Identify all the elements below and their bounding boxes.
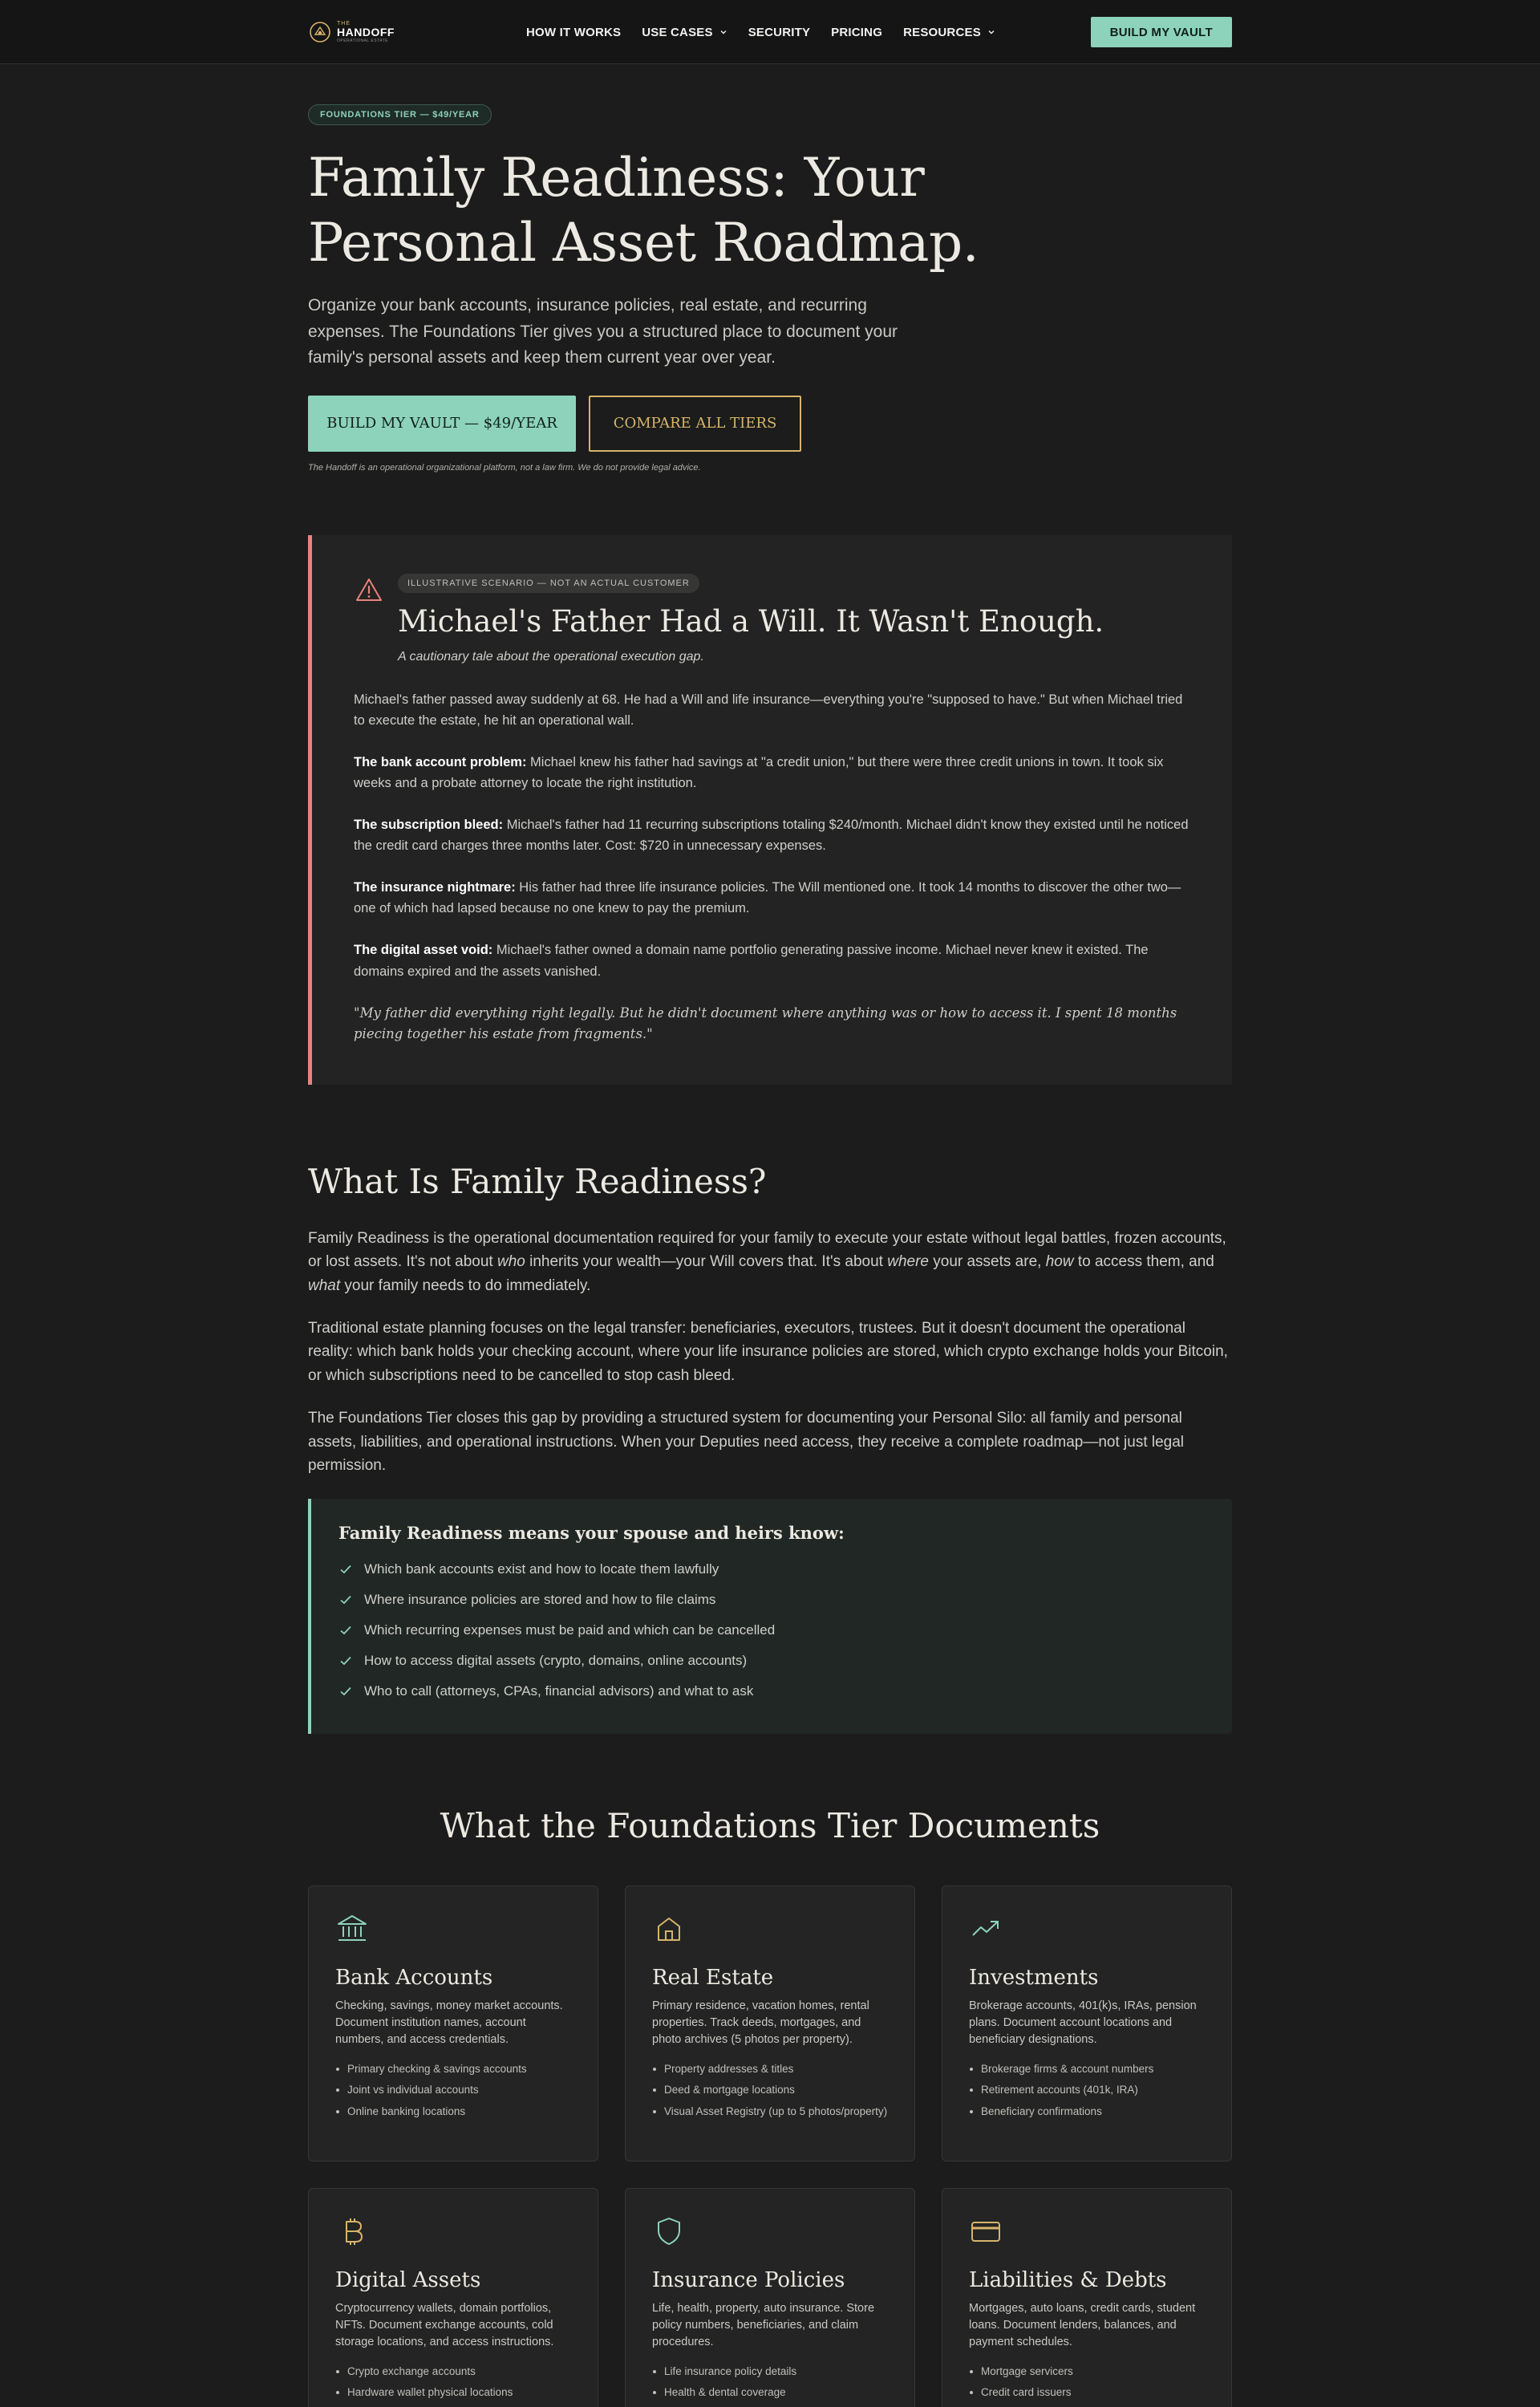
list-item: Credit card issuers — [969, 2385, 1206, 2401]
card-list — [652, 2364, 889, 2401]
nav-link-use-cases[interactable] — [642, 26, 727, 39]
list-item: Online banking locations — [335, 2104, 572, 2120]
trending-up-icon — [969, 1912, 1003, 1946]
list-item: Primary checking & savings accounts — [335, 2061, 572, 2077]
list-item: Mortgage servicers — [969, 2364, 1206, 2380]
problem-text: Michael's father had 11 recurring subscriptions totaling $240/month. Michael didn't know they existed until he noticed the credit card charges three months later. Cost: $720 in unnecessary expenses. — [354, 818, 1189, 854]
problem-label: The digital asset void: — [354, 943, 493, 958]
bank-icon — [335, 1912, 369, 1946]
story-title: Michael's Father Had a Will. It Wasn't Enough. — [398, 603, 1104, 639]
build-vault-button[interactable]: BUILD MY VAULT — $49/YEAR — [308, 396, 576, 452]
section-title: What the Foundations Tier Documents — [440, 1805, 1100, 1845]
card-title: Insurance Policies — [652, 2267, 845, 2292]
card-list — [969, 2061, 1206, 2120]
list-item: Health & dental coverage — [652, 2385, 889, 2401]
card-investments — [942, 1885, 1232, 2161]
card-title: Bank Accounts — [335, 1965, 493, 1990]
hero-buttons — [308, 396, 1232, 452]
story-tagline: A cautionary tale about the operational execution gap. — [398, 649, 704, 664]
nav-link-how-it-works[interactable] — [526, 26, 621, 39]
card-description: Cryptocurrency wallets, domain portfolios, NFTs. Document exchange accounts, cold storage locations, and access instructions. — [335, 2301, 554, 2348]
tier-badge: FOUNDATIONS TIER — $49/YEAR — [308, 104, 492, 125]
shield-icon — [652, 2214, 686, 2248]
story-problem — [354, 877, 1190, 919]
what-paragraph-2: Traditional estate planning focuses on the legal transfer: beneficiaries, executors, trustees. But it doesn't document the operational reality: which bank holds your checking account, where your life insurance policies are stored, which crypto exchange holds your Bitcoin, or which subscriptions need to be cancelled to stop cash bleed. — [308, 1320, 1228, 1384]
list-item: Crypto exchange accounts — [335, 2364, 572, 2380]
cautionary-story-card — [308, 535, 1232, 1085]
checklist-title: Family Readiness means your spouse and heirs know: — [338, 1522, 845, 1543]
section-title: What Is Family Readiness? — [308, 1161, 767, 1201]
logo-the: THE — [337, 21, 351, 26]
card-list — [969, 2364, 1206, 2401]
card-description: Mortgages, auto loans, credit cards, student loans. Document lenders, balances, and payment schedules. — [969, 2301, 1196, 2348]
logo-sub: OPERATIONAL ESTATE — [337, 39, 389, 43]
compare-tiers-button[interactable]: COMPARE ALL TIERS — [589, 396, 801, 452]
what-is-section — [308, 1162, 1232, 1734]
card-description: Brokerage accounts, 401(k)s, IRAs, pension plans. Document account locations and beneficiary designations. — [969, 1999, 1197, 2046]
story-problem — [354, 814, 1190, 856]
nav-link-label: USE CASES — [642, 25, 713, 39]
card-title: Real Estate — [652, 1965, 774, 1990]
list-item: Deed & mortgage locations — [652, 2082, 889, 2098]
credit-card-icon — [969, 2214, 1003, 2248]
chevron-down-icon — [987, 28, 995, 36]
card-list — [652, 2061, 889, 2120]
main-content — [308, 64, 1232, 2407]
check-icon — [338, 1623, 353, 1638]
scenario-tag: ILLUSTRATIVE SCENARIO — NOT AN ACTUAL CUSTOMER — [398, 574, 699, 593]
story-problem — [354, 752, 1190, 794]
card-list — [335, 2364, 572, 2401]
legal-disclaimer: The Handoff is an operational organizational platform, not a law firm. We do not provide legal advice. — [308, 462, 701, 473]
card-description: Checking, savings, money market accounts. Document institution names, account numbers, and access credentials. — [335, 1999, 563, 2046]
nav-link-label: HOW IT WORKS — [526, 25, 622, 39]
list-item: Life insurance policy details — [652, 2364, 889, 2380]
problem-text: Michael knew his father had savings at "a credit union," but there were three credit unions in town. It took six weeks and a probate attorney to locate the right institution. — [354, 755, 1164, 791]
warning-icon — [355, 577, 383, 603]
card-title: Digital Assets — [335, 2267, 481, 2292]
card-liabilities-debts — [942, 2188, 1232, 2407]
card-bank-accounts — [308, 1885, 598, 2161]
check-icon — [338, 1593, 353, 1607]
chevron-down-icon — [719, 28, 727, 36]
story-quote: "My father did everything right legally. But he didn't document where anything was or how to access it. I spent 18 months piecing together his estate from fragments." — [354, 1005, 1177, 1041]
card-digital-assets — [308, 2188, 598, 2407]
problem-label: The subscription bleed: — [354, 818, 504, 833]
card-title: Liabilities & Debts — [969, 2267, 1167, 2292]
problem-label: The bank account problem: — [354, 755, 527, 770]
story-problem — [354, 940, 1190, 981]
nav-link-security[interactable] — [748, 26, 810, 39]
document-cards-grid — [308, 1885, 1232, 2407]
what-paragraph-3: The Foundations Tier closes this gap by providing a structured system for documenting your Personal Silo: all family and personal assets, liabilities, and operational instructions. When your Deputies need access, they receive a complete roadmap—not just legal permission. — [308, 1410, 1185, 1475]
card-list — [335, 2061, 572, 2120]
nav-link-label: SECURITY — [748, 25, 811, 39]
page-title: Family Readiness: Your Personal Asset Roadmap. — [308, 147, 979, 274]
nav-link-resources[interactable] — [903, 26, 995, 39]
card-real-estate — [625, 1885, 915, 2161]
check-icon — [338, 1684, 353, 1699]
check-icon — [338, 1654, 353, 1668]
list-item: Brokerage firms & account numbers — [969, 2061, 1206, 2077]
card-description: Primary residence, vacation homes, rental properties. Track deeds, mortgages, and photo archives (5 photos per property). — [652, 1999, 869, 2046]
hero-section — [308, 64, 1232, 473]
what-paragraph-1: Family Readiness is the operational documentation required for your family to execute your estate without legal battles, frozen accounts, or lost assets. It's not about who inherits your wealth—your Will covers that. It's about where your assets are, how to access them, and what your family needs to do immediately. — [308, 1229, 1226, 1294]
card-insurance-policies — [625, 2188, 915, 2407]
nav-link-pricing[interactable] — [831, 26, 882, 39]
list-item: Property addresses & titles — [652, 2061, 889, 2077]
list-item: Beneficiary confirmations — [969, 2104, 1206, 2120]
list-item: Hardware wallet physical locations — [335, 2385, 572, 2401]
checklist — [338, 1554, 1205, 1707]
list-item: Where insurance policies are stored and how to file claims — [338, 1585, 1205, 1615]
top-nav — [0, 0, 1540, 64]
list-item: Which recurring expenses must be paid and which can be cancelled — [338, 1615, 1205, 1646]
list-item: How to access digital assets (crypto, domains, online accounts) — [338, 1646, 1205, 1676]
house-icon — [652, 1912, 686, 1946]
hero-subtitle: Organize your bank accounts, insurance policies, real estate, and recurring expenses. The Foundations Tier gives you a structured place to document your family's personal assets and keep them current year over year. — [308, 296, 898, 367]
list-item: Visual Asset Registry (up to 5 photos/property) — [652, 2104, 889, 2120]
bitcoin-icon — [335, 2214, 369, 2248]
list-item: Who to call (attorneys, CPAs, financial advisors) and what to ask — [338, 1676, 1205, 1707]
problem-text: Michael's father owned a domain name portfolio generating passive income. Michael never knew it existed. The domains expired and the assets vanished. — [354, 943, 1149, 979]
problem-label: The insurance nightmare: — [354, 880, 516, 895]
card-description: Life, health, property, auto insurance. Store policy numbers, beneficiaries, and claim procedures. — [652, 2301, 875, 2348]
nav-link-label: PRICING — [831, 25, 883, 39]
card-title: Investments — [969, 1965, 1099, 1990]
story-intro: Michael's father passed away suddenly at 68. He had a Will and life insurance—everything you're "supposed to have." But when Michael tried to execute the estate, he hit an operational wall. — [354, 692, 1183, 728]
logo-name: HANDOFF — [337, 26, 395, 39]
nav-links — [526, 26, 995, 39]
check-icon — [338, 1562, 353, 1577]
logo-mark-icon — [308, 20, 332, 44]
nav-build-vault-button[interactable]: BUILD MY VAULT — [1091, 17, 1232, 47]
list-item: Joint vs individual accounts — [335, 2082, 572, 2098]
documents-section — [308, 1806, 1232, 2407]
list-item: Which bank accounts exist and how to locate them lawfully — [338, 1554, 1205, 1585]
logo[interactable] — [308, 20, 412, 44]
nav-link-label: RESOURCES — [903, 25, 981, 39]
problem-text: His father had three life insurance policies. The Will mentioned one. It took 14 months to discover the other two—one of which had lapsed because no one knew to pay the premium. — [354, 880, 1181, 916]
list-item: Retirement accounts (401k, IRA) — [969, 2082, 1206, 2098]
readiness-checklist — [308, 1499, 1232, 1734]
